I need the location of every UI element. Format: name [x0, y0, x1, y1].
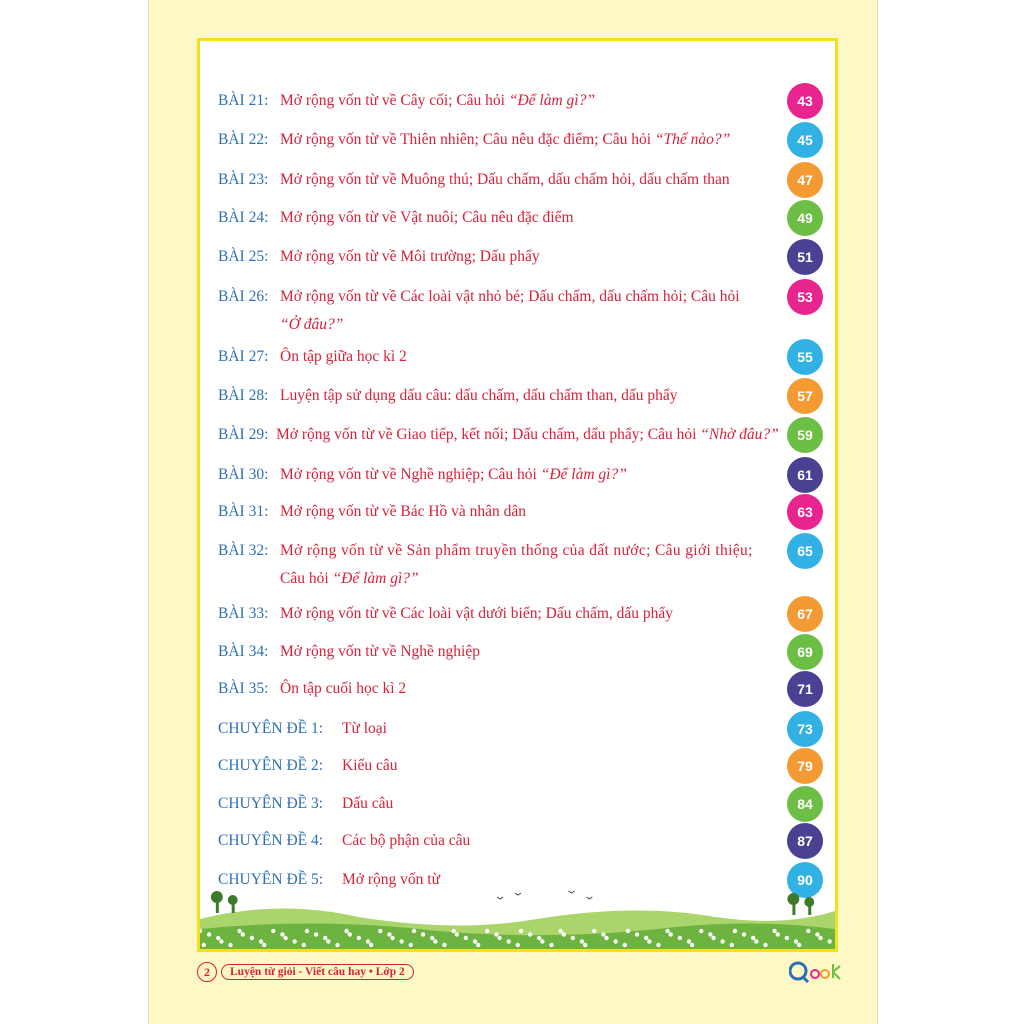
entry-title: [280, 675, 406, 703]
entry-title: [280, 498, 526, 526]
entry-text: Mở rộng vốn từ về Các loài vật dưới biển; Dấu chấm, dấu phẩy: [280, 605, 674, 622]
page-number-badge: 55: [787, 339, 823, 375]
entry-title: [280, 461, 627, 489]
entry-text: Mở rộng vốn từ: [342, 871, 440, 888]
entry-title: [276, 421, 779, 449]
page-number-badge: 63: [787, 494, 823, 530]
page-number-badge: 53: [787, 279, 823, 315]
entry-label: BÀI 22:: [218, 131, 269, 148]
entry-text: Mở rộng vốn từ về Sản phẩm truyền thống của đất nước; Câu giới thiệu;: [280, 542, 753, 559]
page-number-badge: 67: [787, 596, 823, 632]
question-phrase: “Nhờ đâu?”: [700, 426, 779, 443]
entry-text: Dấu câu: [342, 795, 394, 812]
entry-title: [280, 600, 673, 628]
question-phrase: “Thế nào?”: [654, 131, 731, 148]
entry-title: [342, 790, 393, 818]
question-phrase: “Ở đâu?”: [280, 316, 344, 333]
entry-title-continued: [280, 565, 419, 593]
entry-title: [280, 537, 753, 565]
entry-text: Ôn tập cuối học kì 2: [280, 680, 407, 697]
entry-label: BÀI 32:: [218, 542, 269, 559]
entry-label: BÀI 26:: [218, 288, 269, 305]
entry-text: Luyện tập sử dụng dấu câu: dấu chấm, dấu chấm than, dấu phẩy: [280, 387, 678, 404]
series-title-banner: [221, 964, 414, 980]
entry-title: [342, 715, 387, 743]
page-number-badge: 43: [787, 83, 823, 119]
entry-text: Mở rộng vốn từ về Các loài vật nhỏ bé; Dấu chấm, dấu chấm hỏi; Câu hỏi: [280, 288, 740, 305]
question-phrase: “Để làm gì?”: [332, 570, 419, 587]
entry-label: CHUYÊN ĐỀ 4:: [218, 832, 324, 849]
entry-text: Mở rộng vốn từ về Giao tiếp, kết nối; Dấu chấm, dấu phẩy; Câu hỏi: [276, 426, 701, 443]
entry-title-continued: [280, 311, 343, 339]
page-number-badge: 65: [787, 533, 823, 569]
entry-label: BÀI 24:: [218, 209, 269, 226]
entry-label: BÀI 21:: [218, 92, 269, 109]
page-number-badge: 79: [787, 748, 823, 784]
toc-frame: [197, 38, 838, 952]
entry-text: Kiểu câu: [342, 757, 398, 774]
entry-label: BÀI 35:: [218, 680, 269, 697]
entry-text: Câu hỏi: [280, 570, 333, 587]
entry-text: Mở rộng vốn từ về Muông thú; Dấu chấm, dấu chấm hỏi, dấu chấm than: [280, 171, 730, 188]
entry-label: CHUYÊN ĐỀ 5:: [218, 871, 324, 888]
entry-title: [280, 283, 740, 311]
entry-label: BÀI 31:: [218, 503, 269, 520]
entry-title: [280, 638, 480, 666]
entry-title: [342, 752, 398, 780]
entry-text: Các bộ phận của câu: [342, 832, 471, 849]
entry-title: [280, 204, 574, 232]
entry-title: [280, 126, 730, 154]
page-number-badge: 69: [787, 634, 823, 670]
series-title: Luyện từ giỏi - Viết câu hay: [230, 966, 366, 978]
qbook-logo-icon: [789, 958, 845, 986]
table-of-contents: [200, 41, 835, 949]
page-number-badge: 84: [787, 786, 823, 822]
entry-text: Mở rộng vốn từ về Cây cối; Câu hỏi: [280, 92, 509, 109]
page-footer: [197, 962, 414, 982]
entry-text: Mở rộng vốn từ về Vật nuôi; Câu nêu đặc điểm: [280, 209, 574, 226]
entry-label: BÀI 33:: [218, 605, 269, 622]
grade-label: Lớp 2: [375, 966, 405, 978]
bullet: •: [368, 966, 373, 978]
page-number-badge: 87: [787, 823, 823, 859]
entry-title: [280, 382, 678, 410]
page-number-badge: 45: [787, 122, 823, 158]
entry-label: CHUYÊN ĐỀ 2:: [218, 757, 324, 774]
entry-label: BÀI 28:: [218, 387, 269, 404]
entry-text: Mở rộng vốn từ về Nghề nghiệp: [280, 643, 480, 660]
question-phrase: “Để làm gì?”: [540, 466, 627, 483]
page-number-badge: 71: [787, 671, 823, 707]
entry-label: CHUYÊN ĐỀ 1:: [218, 720, 324, 737]
page-number-badge: 47: [787, 162, 823, 198]
entry-label: BÀI 29:: [218, 426, 269, 443]
page-number-badge: 61: [787, 457, 823, 493]
entry-text: Ôn tập giữa học kì 2: [280, 348, 407, 365]
entry-label: BÀI 25:: [218, 248, 269, 265]
entry-text: Mở rộng vốn từ về Thiên nhiên; Câu nêu đặc điểm; Câu hỏi: [280, 131, 655, 148]
page-number: 2: [197, 962, 217, 982]
question-phrase: “Để làm gì?”: [508, 92, 595, 109]
entry-title: [280, 243, 540, 271]
page-number-badge: 49: [787, 200, 823, 236]
entry-label: BÀI 23:: [218, 171, 269, 188]
entry-text: Mở rộng vốn từ về Bác Hồ và nhân dân: [280, 503, 527, 520]
entry-label: CHUYÊN ĐỀ 3:: [218, 795, 324, 812]
page-number-badge: 59: [787, 417, 823, 453]
entry-text: Mở rộng vốn từ về Nghề nghiệp; Câu hỏi: [280, 466, 541, 483]
page-number-badge: 73: [787, 711, 823, 747]
entry-title: [280, 87, 595, 115]
entry-label: BÀI 27:: [218, 348, 269, 365]
page-number-badge: 57: [787, 378, 823, 414]
entry-text: Mở rộng vốn từ về Môi trường; Dấu phẩy: [280, 248, 540, 265]
entry-title: [342, 827, 470, 855]
entry-title: [280, 343, 407, 371]
entry-title: [280, 166, 730, 194]
page-number-badge: 90: [787, 862, 823, 898]
entry-text: Từ loại: [342, 720, 387, 737]
entry-label: BÀI 34:: [218, 643, 269, 660]
entry-label: BÀI 30:: [218, 466, 269, 483]
page-number-badge: 51: [787, 239, 823, 275]
meadow-illustration: [200, 889, 835, 949]
